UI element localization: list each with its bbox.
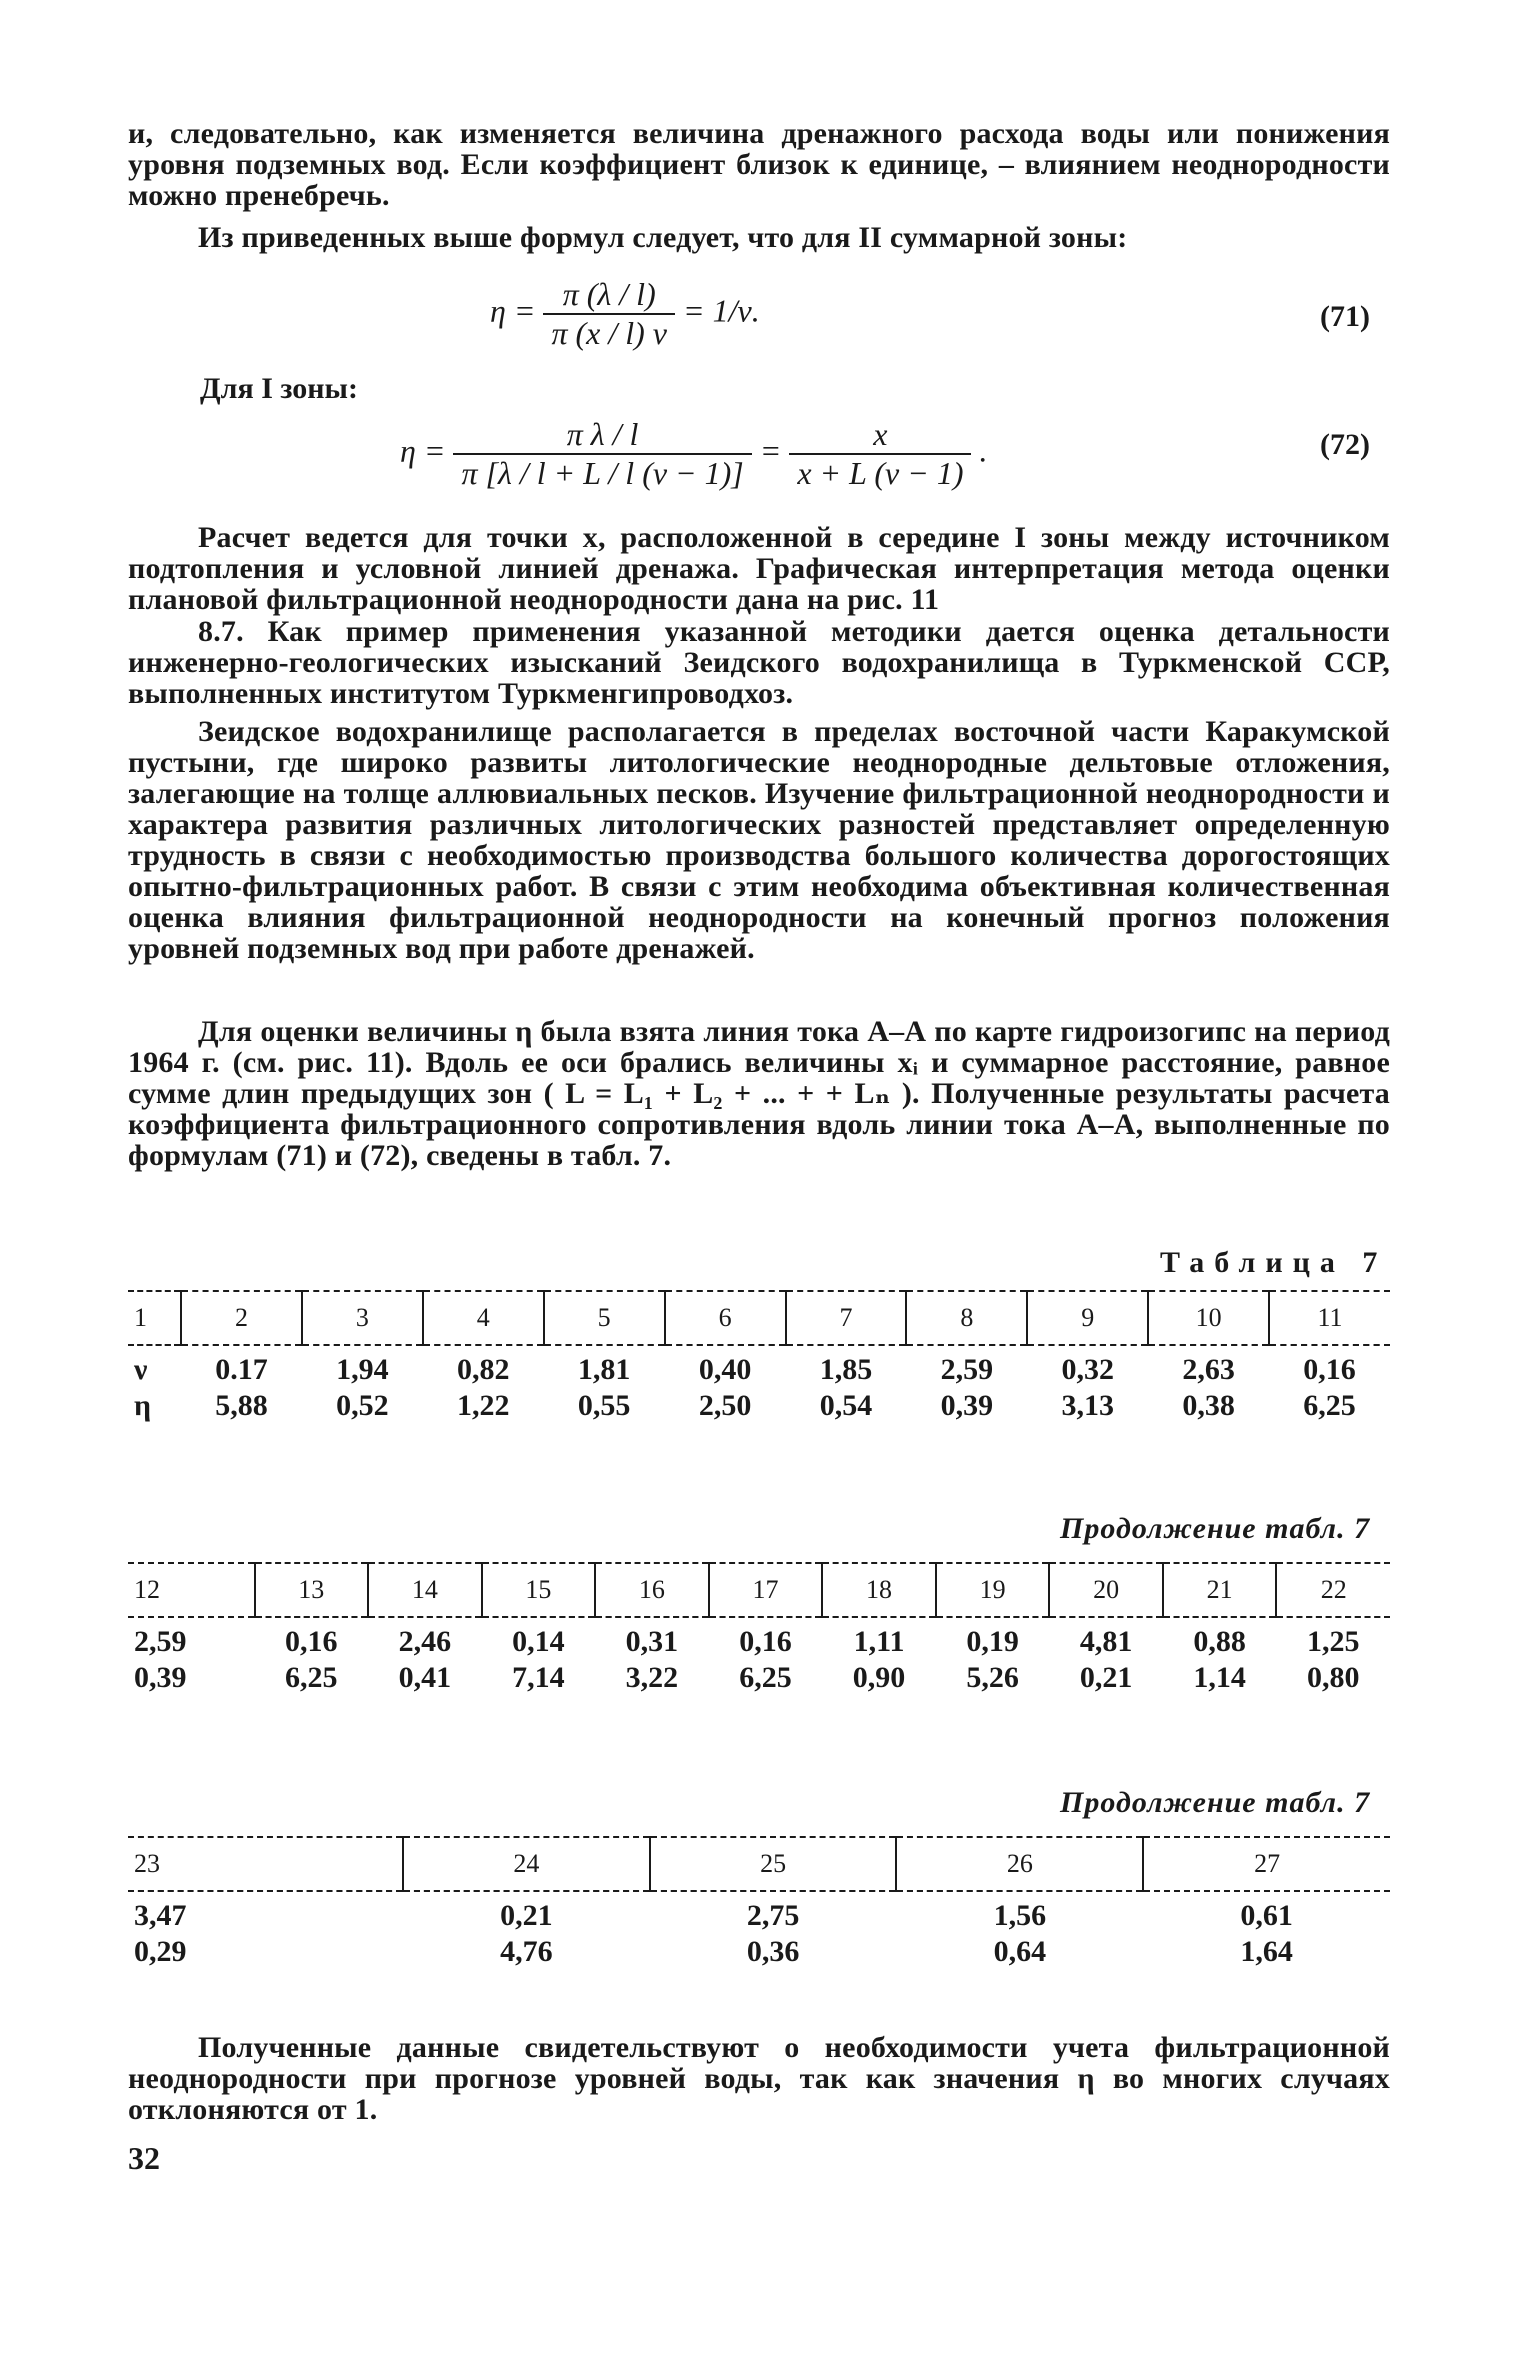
table-cell: 1,85 xyxy=(819,1353,873,1386)
table-header-cell: 10 xyxy=(1148,1291,1269,1345)
table-continuation-caption: Продолжение табл. 7 xyxy=(1060,1512,1371,1545)
formula-72-numerator-2: x xyxy=(873,416,888,452)
table-cell: 0,40 xyxy=(698,1353,752,1386)
formula-72-lhs: η = xyxy=(400,432,446,469)
formula-72-denominator-1: π [λ / l + L / l (ν − 1)] xyxy=(453,453,751,492)
formula-71-denominator: π (x / l) ν xyxy=(543,313,675,352)
table-cell: 0,31 xyxy=(625,1625,679,1658)
table-cell: 2,75 xyxy=(746,1899,800,1932)
paragraph-reservoir: Зеидское водохранилище располагается в пределах восточной части Каракумской пустыни, где широко развиты литологические неоднородные дельтовые отложения, залегающие на толще аллювиальных песков. Изучение фильтрационной неоднородности и характера развития различных литологических разностей представляет определенную трудность в связи с необходимостью производства большого количества дорогостоящих опытно-фильтрационных работ. В связи с этим необходима объективная количественная оценка влияния фильтрационной неоднородности на конечный прогноз положения уровней подземных вод при работе дренажей. xyxy=(128,715,1390,965)
table-cell: 1,81 xyxy=(577,1353,631,1386)
table-cell: 7,14 xyxy=(512,1661,565,1694)
table-cell: 1,64 xyxy=(1240,1935,1293,1968)
table-cell: 0,52 xyxy=(336,1389,389,1422)
formula-72-fraction-2 xyxy=(789,416,971,492)
table-header-cell: 24 xyxy=(403,1837,650,1891)
table-header-cell: 11 xyxy=(1269,1291,1390,1345)
table-header-cell: 6 xyxy=(665,1291,786,1345)
table-cell: 1,22 xyxy=(457,1389,510,1422)
table-cell: 0,55 xyxy=(577,1389,631,1422)
paragraph-method: Для оценки величины η была взята линия тока А–А по карте гидроизогипс на период 1964 г. (см. рис. 11). Вдоль ее оси брались величины xᵢ и суммарное расстояние, равное сумме длин предыдущих зон ( L = L₁ + L₂ + ... + + Lₙ ). Полученные результаты расчета коэффициента фильтрационного сопротивления вдоль линии тока А–А, выполненные по формулам (71) и (72), сведены в табл. 7. xyxy=(128,1015,1390,1172)
table-cell: 4,76 xyxy=(500,1935,553,1968)
table-cell: 3,47 xyxy=(134,1899,187,1932)
formula-72-numerator-1: π λ / l xyxy=(566,416,639,452)
table-row xyxy=(128,1660,1390,1696)
table-header-cell: 13 xyxy=(255,1563,369,1617)
table-header-cell: 2 xyxy=(181,1291,302,1345)
table-cell: 5,26 xyxy=(966,1661,1019,1694)
table-row xyxy=(128,1617,1390,1660)
table-cell: 2,59 xyxy=(134,1625,187,1658)
table-header-cell: 16 xyxy=(595,1563,709,1617)
formula-72-denominator-2: x + L (ν − 1) xyxy=(789,453,971,492)
formula-72-fraction-1 xyxy=(453,416,751,492)
table-header-cell: 22 xyxy=(1276,1563,1390,1617)
table-cell: 0,54 xyxy=(819,1389,873,1422)
page-number: 32 xyxy=(128,2140,160,2176)
table-cell: 2,63 xyxy=(1182,1353,1235,1386)
table-header-cell: 20 xyxy=(1049,1563,1163,1617)
table-cell: 0,39 xyxy=(134,1661,187,1694)
table-cell: 0,21 xyxy=(1079,1661,1133,1694)
table-header-cell: 17 xyxy=(709,1563,823,1617)
table-cell: 1,94 xyxy=(336,1353,389,1386)
table-7-part-1 xyxy=(128,1290,1390,1424)
formula-71-fraction xyxy=(543,276,675,352)
table-cell: 1,14 xyxy=(1193,1661,1246,1694)
formula-72 xyxy=(400,416,987,492)
table-caption: Таблица 7 xyxy=(1160,1246,1388,1279)
table-cell: 6,25 xyxy=(739,1661,792,1694)
table-cell: 1,56 xyxy=(993,1899,1047,1932)
equation-number-72: (72) xyxy=(1320,428,1370,461)
table-header-cell: 27 xyxy=(1143,1837,1390,1891)
table-cell: 0,90 xyxy=(852,1661,906,1694)
paragraph-section-8-7: 8.7. Как пример применения указанной методики дается оценка детальности инженерно-геологических изысканий Зеидского водохранилища в Туркменской ССР, выполненных институтом Туркменгипроводхоз. xyxy=(128,615,1390,710)
table-header-row xyxy=(128,1563,1390,1617)
table-cell: 0,32 xyxy=(1061,1353,1114,1386)
table-cell: ν xyxy=(134,1353,148,1386)
table-cell: 0,19 xyxy=(966,1625,1019,1658)
table-cell: 0,36 xyxy=(746,1935,800,1968)
table-cell: 6,25 xyxy=(285,1661,338,1694)
table-cell: 0,29 xyxy=(134,1935,187,1968)
table-cell: 5,88 xyxy=(215,1389,268,1422)
table-cell: 0,64 xyxy=(993,1935,1047,1968)
table-header-row xyxy=(128,1291,1390,1345)
table-header-cell: 25 xyxy=(650,1837,897,1891)
paragraph-formula-lead: Из приведенных выше формул следует, что для II суммарной зоны: xyxy=(198,221,1128,254)
table-cell: 1,25 xyxy=(1306,1625,1360,1658)
table-row-eta xyxy=(128,1388,1390,1424)
table-cell: 2,50 xyxy=(698,1389,752,1422)
table-header-cell: 26 xyxy=(896,1837,1143,1891)
table-header-cell: 12 xyxy=(128,1563,255,1617)
table-header-cell: 9 xyxy=(1027,1291,1148,1345)
table-header-cell: 5 xyxy=(544,1291,665,1345)
table-cell: 2,59 xyxy=(940,1353,994,1386)
table-7-part-2 xyxy=(128,1562,1390,1696)
equation-number-71: (71) xyxy=(1320,300,1370,333)
table-row xyxy=(128,1891,1390,1934)
table-header-cell: 14 xyxy=(368,1563,482,1617)
table-header-cell: 8 xyxy=(906,1291,1027,1345)
formula-71 xyxy=(490,276,760,352)
table-cell: 0.17 xyxy=(215,1353,268,1386)
table-header-cell: 3 xyxy=(302,1291,423,1345)
table-header-cell: 21 xyxy=(1163,1563,1277,1617)
table-cell: 0,80 xyxy=(1306,1661,1360,1694)
table-header-cell: 18 xyxy=(822,1563,936,1617)
table-cell: 0,88 xyxy=(1193,1625,1246,1658)
table-cell: 3,13 xyxy=(1061,1389,1114,1422)
table-cell: 0,39 xyxy=(940,1389,994,1422)
table-cell: 0,82 xyxy=(457,1353,510,1386)
table-cell: 0,61 xyxy=(1240,1899,1293,1932)
formula-71-lhs: η = xyxy=(490,292,536,329)
table-header-cell: 15 xyxy=(482,1563,596,1617)
table-header-row xyxy=(128,1837,1390,1891)
table-7-part-3 xyxy=(128,1836,1390,1970)
paragraph-calculation: Расчет ведется для точки x, расположенной в середине I зоны между источником подтопления и условной линией дренажа. Графическая интерпретация метода оценки плановой фильтрационной неоднородности дана на рис. 11 xyxy=(128,521,1390,616)
table-cell: η xyxy=(134,1389,152,1422)
table-header-cell: 7 xyxy=(786,1291,907,1345)
zone-1-label: Для I зоны: xyxy=(200,372,358,405)
formula-71-rhs: = 1/ν. xyxy=(683,292,760,329)
table-cell: 0,38 xyxy=(1182,1389,1235,1422)
table-cell: 0,16 xyxy=(1303,1353,1356,1386)
paragraph-intro: и, следовательно, как изменяется величина дренажного расхода воды или понижения уровня подземных вод. Если коэффициент близок к единице, – влиянием неоднородности можно пренебречь. xyxy=(128,117,1390,212)
table-cell: 0,16 xyxy=(285,1625,338,1658)
table-header-cell: 19 xyxy=(936,1563,1050,1617)
table-header-cell: 23 xyxy=(128,1837,403,1891)
table-cell: 6,25 xyxy=(1303,1389,1356,1422)
table-row xyxy=(128,1934,1390,1970)
table-continuation-caption: Продолжение табл. 7 xyxy=(1060,1786,1371,1819)
table-header-cell: 4 xyxy=(423,1291,544,1345)
table-row-nu xyxy=(128,1345,1390,1388)
table-cell: 0,16 xyxy=(739,1625,792,1658)
paragraph-conclusion: Полученные данные свидетельствуют о необходимости учета фильтрационной неоднородности при прогнозе уровней воды, так как значения η во многих случаях отклоняются от 1. xyxy=(128,2031,1390,2126)
table-cell: 0,21 xyxy=(500,1899,553,1932)
table-cell: 0,41 xyxy=(398,1661,452,1694)
table-header-cell: 1 xyxy=(128,1291,181,1345)
table-cell: 4,81 xyxy=(1079,1625,1133,1658)
table-cell: 0,14 xyxy=(512,1625,565,1658)
formula-72-dot: . xyxy=(979,432,988,469)
formula-71-numerator: π (λ / l) xyxy=(562,276,656,312)
table-cell: 2,46 xyxy=(398,1625,452,1658)
table-cell: 1,11 xyxy=(853,1625,905,1658)
table-cell: 3,22 xyxy=(625,1661,679,1694)
formula-72-equals: = xyxy=(759,432,782,469)
